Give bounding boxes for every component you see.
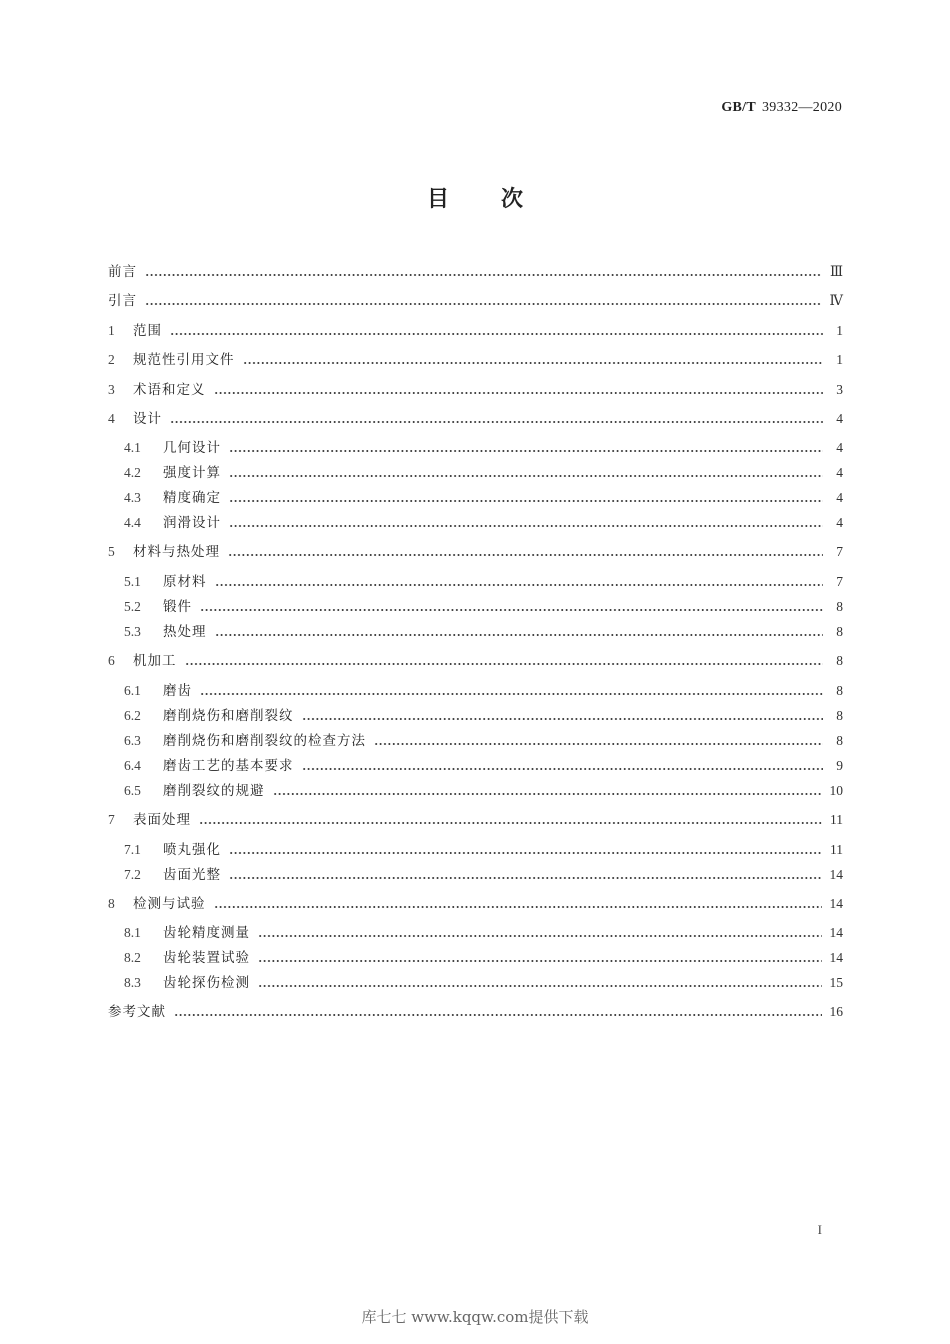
toc-entry-number: 4.2 xyxy=(124,465,141,480)
toc-entry-title: 齿轮精度测量 xyxy=(163,925,250,941)
toc-entry-page: 1 xyxy=(836,352,843,367)
toc-entry-title: 术语和定义 xyxy=(133,382,206,398)
toc-entry[interactable] xyxy=(108,923,843,943)
toc-entry-title: 几何设计 xyxy=(163,440,221,456)
toc-leader-dots xyxy=(145,303,822,305)
toc-entry-number: 6.5 xyxy=(124,783,141,798)
page-title-part1: 目 xyxy=(426,187,449,212)
toc-leader-dots xyxy=(258,960,822,962)
toc-entry-label xyxy=(108,488,221,508)
toc-entry[interactable] xyxy=(108,350,843,370)
toc-entry-page: 4 xyxy=(836,411,843,426)
toc-leader-dots xyxy=(229,877,822,879)
toc-entry-title: 喷丸强化 xyxy=(163,842,221,858)
toc-leader-dots xyxy=(258,985,822,987)
page-title-part2: 次 xyxy=(501,187,524,212)
toc-leader-dots xyxy=(199,822,822,824)
toc-entry[interactable] xyxy=(108,731,843,751)
toc-entry-number: 4.4 xyxy=(124,515,141,530)
toc-entry-page: 14 xyxy=(829,896,843,911)
toc-entry-label xyxy=(108,597,192,617)
toc-entry-number: 8.1 xyxy=(124,925,141,940)
toc-entry-title: 原材料 xyxy=(163,574,207,590)
toc-entry-label xyxy=(108,973,250,993)
toc-entry-label xyxy=(108,706,294,726)
toc-leader-dots xyxy=(258,935,822,937)
toc-leader-dots xyxy=(229,475,823,477)
toc-leader-dots xyxy=(214,392,824,394)
toc-entry-page: 9 xyxy=(836,758,843,773)
toc-entry-title: 精度确定 xyxy=(163,490,221,506)
toc-entry-title: 磨齿 xyxy=(163,683,192,699)
toc-entry-page: 11 xyxy=(830,842,843,857)
toc-leader-dots xyxy=(243,362,824,364)
toc-entry-title: 磨齿工艺的基本要求 xyxy=(163,758,294,774)
toc-entry-label xyxy=(108,756,294,776)
toc-entry-label xyxy=(108,572,207,592)
toc-leader-dots xyxy=(302,768,824,770)
toc-entry[interactable] xyxy=(108,463,843,483)
toc-leader-dots xyxy=(229,852,822,854)
toc-leader-dots xyxy=(170,421,823,423)
toc-entry-title: 规范性引用文件 xyxy=(133,352,235,368)
toc-entry-page: 16 xyxy=(829,1004,843,1019)
toc-entry-label xyxy=(108,894,206,914)
toc-entry-title: 润滑设计 xyxy=(163,515,221,531)
toc-entry-label xyxy=(108,438,221,458)
standard-code xyxy=(721,100,842,116)
toc-entry-page: 14 xyxy=(829,925,843,940)
toc-entry-title: 磨削烧伤和磨削裂纹 xyxy=(163,708,294,724)
toc-entry-title: 引言 xyxy=(108,293,137,309)
toc-entry-title: 齿轮装置试验 xyxy=(163,950,250,966)
toc-entry-number: 7.1 xyxy=(124,842,141,857)
toc-entry-title: 磨削烧伤和磨削裂纹的检查方法 xyxy=(163,733,366,749)
toc-leader-dots xyxy=(185,663,824,665)
toc-entry[interactable] xyxy=(108,513,843,533)
toc-leader-dots xyxy=(229,500,823,502)
toc-entry-page: Ⅲ xyxy=(829,264,843,279)
toc-entry-number: 5.3 xyxy=(124,624,141,639)
toc-entry[interactable] xyxy=(108,597,843,617)
toc-leader-dots xyxy=(273,793,822,795)
toc-entry-title: 范围 xyxy=(133,323,162,339)
toc-entry-label xyxy=(108,810,191,830)
toc-entry[interactable] xyxy=(108,622,843,642)
toc-entry-number: 4.3 xyxy=(124,490,141,505)
toc-entry-page: 10 xyxy=(829,783,843,798)
toc-entry-page: 4 xyxy=(836,440,843,455)
toc-entry-page: 11 xyxy=(830,812,843,827)
toc-entry-number: 2 xyxy=(108,352,115,367)
toc-entry-page: 8 xyxy=(836,683,843,698)
toc-entry-label xyxy=(108,681,192,701)
toc-entry-label xyxy=(108,409,162,429)
toc-entry-title: 设计 xyxy=(133,411,162,427)
toc-entry[interactable] xyxy=(108,781,843,801)
toc-entry[interactable] xyxy=(108,1002,843,1022)
toc-entry-number: 4.1 xyxy=(124,440,141,455)
toc-leader-dots xyxy=(229,525,823,527)
toc-entry-page: 1 xyxy=(836,323,843,338)
toc-entry-page: 8 xyxy=(836,653,843,668)
toc-entry-label xyxy=(108,731,366,751)
toc-entry-number: 3 xyxy=(108,382,115,397)
toc-entry[interactable] xyxy=(108,706,843,726)
toc-entry[interactable] xyxy=(108,572,843,592)
toc-entry-number: 6 xyxy=(108,653,115,668)
toc-entry-title: 齿面光整 xyxy=(163,867,221,883)
toc-entry-title: 检测与试验 xyxy=(133,896,206,912)
toc-entry-title: 材料与热处理 xyxy=(133,544,220,560)
toc-entry[interactable] xyxy=(108,291,843,311)
toc-leader-dots xyxy=(145,274,822,276)
toc-entry[interactable] xyxy=(108,948,843,968)
toc-entry-number: 6.4 xyxy=(124,758,141,773)
toc-entry-label xyxy=(108,865,221,885)
toc-leader-dots xyxy=(174,1014,822,1016)
toc-entry-title: 锻件 xyxy=(163,599,192,615)
toc-entry-page: 14 xyxy=(829,950,843,965)
toc-entry-title: 齿轮探伤检测 xyxy=(163,975,250,991)
toc-entry-page: 3 xyxy=(836,382,843,397)
toc-entry-title: 强度计算 xyxy=(163,465,221,481)
toc-entry[interactable] xyxy=(108,840,843,860)
toc-entry-page: Ⅳ xyxy=(829,293,843,308)
toc-entry-label xyxy=(108,1002,166,1022)
toc-entry-title: 前言 xyxy=(108,264,137,280)
toc-leader-dots xyxy=(200,693,823,695)
toc-entry-label xyxy=(108,463,221,483)
toc-leader-dots xyxy=(228,554,823,556)
toc-entry-label xyxy=(108,350,235,370)
toc-entry[interactable] xyxy=(108,865,843,885)
toc-entry-label xyxy=(108,651,177,671)
toc-entry-title: 表面处理 xyxy=(133,812,191,828)
toc-entry-number: 6.2 xyxy=(124,708,141,723)
toc-entry-number: 1 xyxy=(108,323,115,338)
toc-entry-page: 15 xyxy=(829,975,843,990)
toc-entry[interactable] xyxy=(108,409,843,429)
toc-entry-page: 7 xyxy=(836,544,843,559)
toc-entry-page: 4 xyxy=(836,465,843,480)
toc-entry-number: 5 xyxy=(108,544,115,559)
page-title xyxy=(0,182,950,213)
toc-entry-label xyxy=(108,380,206,400)
toc-entry-number: 8.3 xyxy=(124,975,141,990)
toc-entry-label xyxy=(108,948,250,968)
toc-entry-page: 4 xyxy=(836,490,843,505)
toc-entry-page: 8 xyxy=(836,733,843,748)
toc-entry[interactable] xyxy=(108,894,843,914)
toc-leader-dots xyxy=(374,743,823,745)
toc-entry-number: 8 xyxy=(108,896,115,911)
footer-page-number: I xyxy=(817,1222,822,1237)
toc-entry-page: 7 xyxy=(836,574,843,589)
toc-entry[interactable] xyxy=(108,262,843,282)
toc-leader-dots xyxy=(214,906,822,908)
toc-entry-number: 5.1 xyxy=(124,574,141,589)
download-watermark: 库七七 www.kqqw.com提供下载 xyxy=(361,1308,589,1326)
toc-entry[interactable] xyxy=(108,651,843,671)
toc-leader-dots xyxy=(229,450,823,452)
toc-entry-number: 7.2 xyxy=(124,867,141,882)
toc-entry-page: 8 xyxy=(836,599,843,614)
toc-entry-label xyxy=(108,542,220,562)
toc-leader-dots xyxy=(170,333,823,335)
toc-entry-number: 6.3 xyxy=(124,733,141,748)
toc-entry-number: 8.2 xyxy=(124,950,141,965)
toc-leader-dots xyxy=(200,609,823,611)
toc-entry-label xyxy=(108,321,162,341)
toc-entry-page: 14 xyxy=(829,867,843,882)
toc-entry-page: 8 xyxy=(836,708,843,723)
toc-leader-dots xyxy=(215,634,824,636)
toc-entry[interactable] xyxy=(108,810,843,830)
toc-entry[interactable] xyxy=(108,488,843,508)
toc-entry-number: 4 xyxy=(108,411,115,426)
toc-entry[interactable] xyxy=(108,380,843,400)
toc-entry-number: 5.2 xyxy=(124,599,141,614)
toc-entry[interactable] xyxy=(108,973,843,993)
standard-code-prefix: GB/T xyxy=(721,100,756,115)
toc-entry[interactable] xyxy=(108,542,843,562)
toc-entry-title: 机加工 xyxy=(133,653,177,669)
toc-entry[interactable] xyxy=(108,681,843,701)
toc-leader-dots xyxy=(215,584,824,586)
toc-entry-page: 4 xyxy=(836,515,843,530)
toc-entry-label xyxy=(108,262,137,282)
toc-entry-label xyxy=(108,781,265,801)
toc-entry-page: 8 xyxy=(836,624,843,639)
toc-entry-label xyxy=(108,513,221,533)
toc-entry[interactable] xyxy=(108,321,843,341)
toc-entry-number: 7 xyxy=(108,812,115,827)
toc-entry[interactable] xyxy=(108,756,843,776)
toc-entry-number: 6.1 xyxy=(124,683,141,698)
toc-entry-label xyxy=(108,923,250,943)
toc-entry-title: 参考文献 xyxy=(108,1004,166,1020)
toc-leader-dots xyxy=(302,718,824,720)
standard-number: 39332—2020 xyxy=(762,100,842,115)
toc-entry-label xyxy=(108,840,221,860)
toc-entry-label xyxy=(108,622,207,642)
toc-entry[interactable] xyxy=(108,438,843,458)
toc-entry-title: 磨削裂纹的规避 xyxy=(163,783,265,799)
toc-entry-label xyxy=(108,291,137,311)
toc-entry-title: 热处理 xyxy=(163,624,207,640)
